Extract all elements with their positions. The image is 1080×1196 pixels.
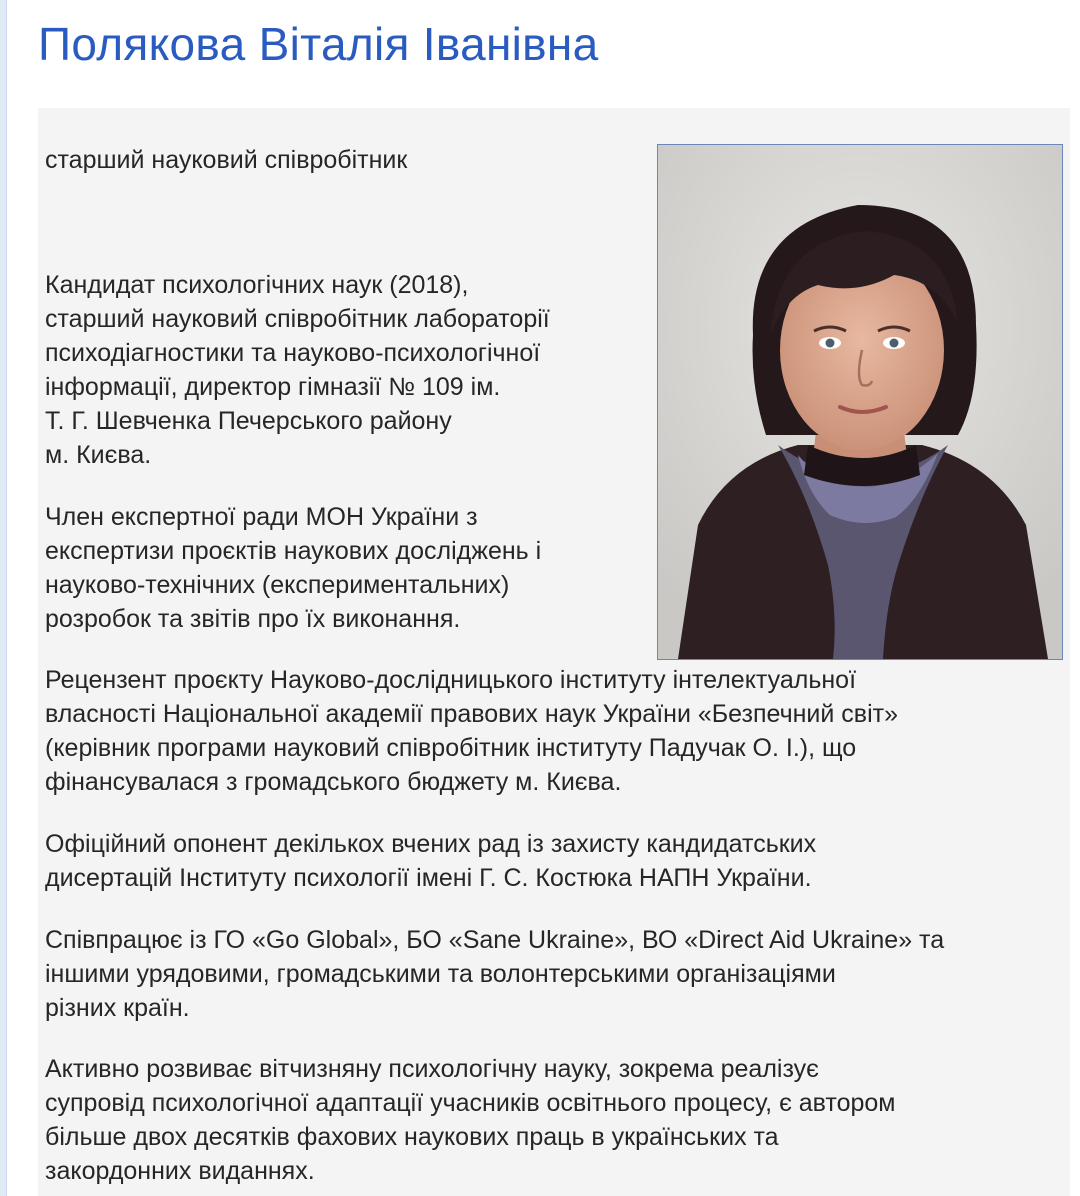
page-title: Полякова Віталія Іванівна — [38, 18, 599, 70]
bio-paragraph-cooperation: Співпрацює із ГО «Go Global», БО «Sane Ukraine», ВО «Direct Aid Ukraine» та іншими урядовими, громадськими та волонтерськими організаціями різних країн. — [45, 926, 945, 1022]
bio-paragraph-opponent: Офіційний опонент декількох вчених рад із захисту кандидатських дисертацій Інституту психології імені Г. С. Костюка НАПН України. — [45, 830, 817, 892]
left-edge-bar — [0, 0, 7, 1196]
position-title: старший науковий співробітник — [45, 146, 408, 174]
bio-paragraph-expert-council: Член експертної ради МОН України з експертизи проєктів наукових досліджень і науково-технічних (експериментальних) розробок та звітів про їх виконання. — [45, 503, 542, 633]
bio-paragraph-research: Активно розвиває вітчизняну психологічну науку, зокрема реалізує супровід психологічної адаптації учасників освітнього процесу, є автором більше двох десятків фахових наукових праць в українських та закордонних виданнях. — [45, 1055, 896, 1185]
bio-paragraph-reviewer: Рецензент проєкту Науково-дослідницького інституту інтелектуальної власності Національної академії правових наук України «Безпечний світ» (керівник програми науковий співробітник інституту Падучак О. І.), що фінансувалася з громадського бюджету м. Києва. — [45, 666, 898, 796]
person-portrait-icon — [658, 145, 1062, 659]
bio-paragraph-degree: Кандидат психологічних наук (2018), старший науковий співробітник лабораторії психодіагностики та науково-психологічної інформації, директор гімназії № 109 ім. Т. Г. Шевченка Печерського району м. Києва. — [45, 271, 550, 469]
profile-photo — [657, 144, 1063, 660]
